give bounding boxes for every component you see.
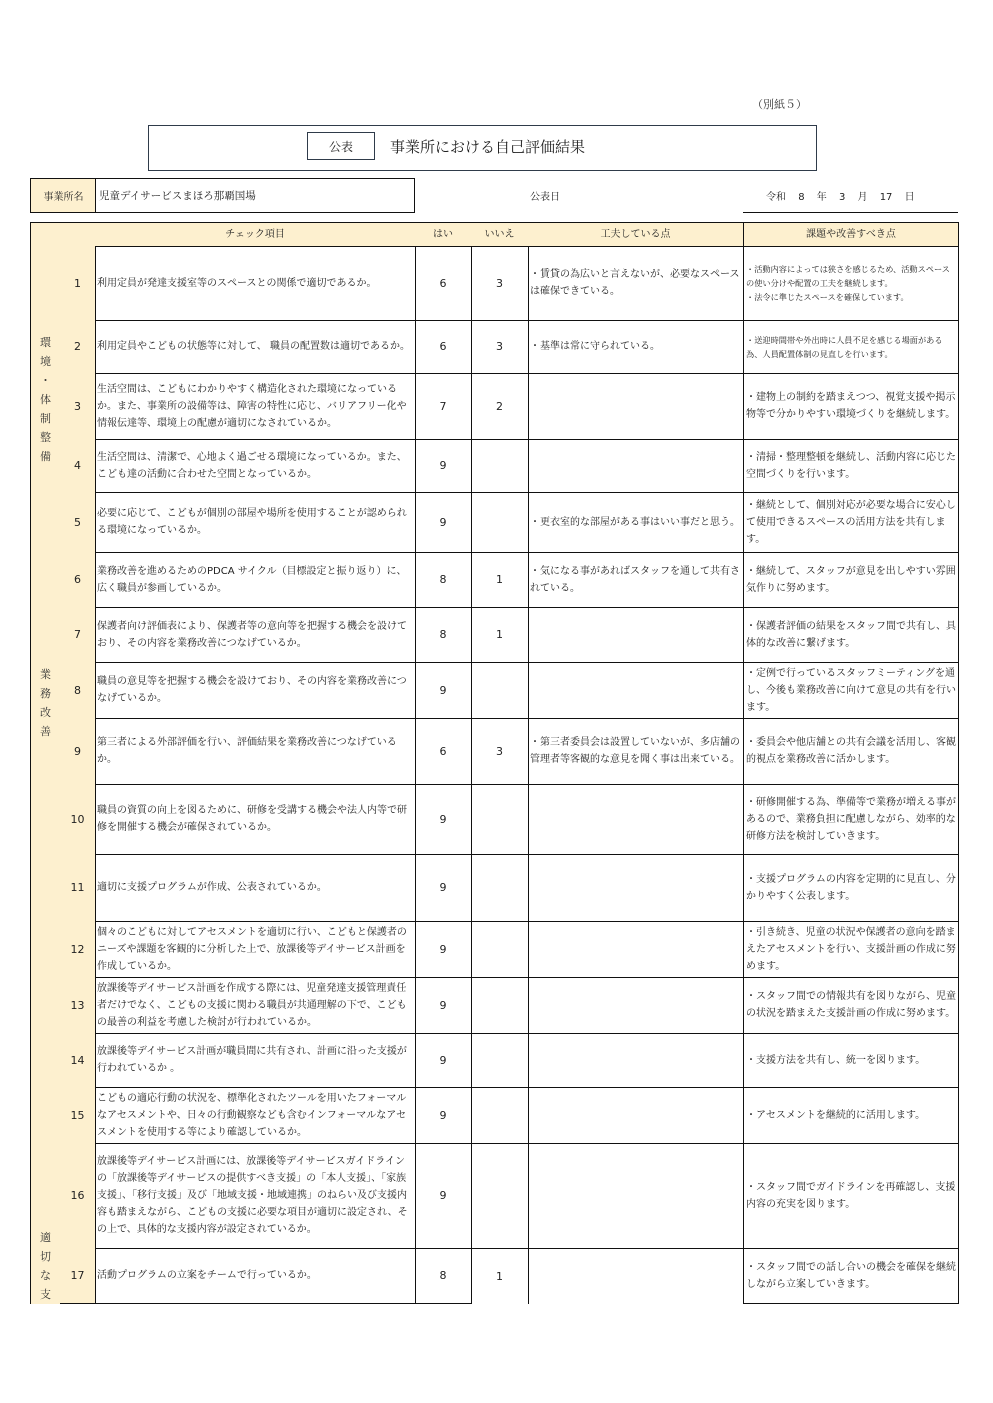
office-label: 事業所名 [30,178,96,213]
issues-text: ・委員会や他店舗との共有会議を活用し、客観的視点を業務改善に活かします。 [743,718,959,785]
row-number: 1 [60,246,96,321]
check-item-text: こどもの適応行動の状況を、標準化されたツールを用いたフォーマルなアセスメントや、日々の行動観察なども含むインフォーマルなアセスメントを使用する等により確認しているか。 [95,1087,416,1144]
row-number: 15 [60,1087,96,1144]
header-number [60,222,96,247]
efforts-text [528,607,744,663]
header-issues: 課題や改善すべき点 [743,222,959,247]
header-yes: はい [415,222,472,247]
issues-text: ・支援プログラムの内容を定期的に見直し、分かりやすく公表します。 [743,854,959,922]
efforts-text [528,1087,744,1144]
annex-label: （別紙５） [752,98,807,111]
yes-count: 9 [415,977,472,1034]
yes-count: 9 [415,1033,472,1088]
efforts-text: ・気になる事があればスタッフを通して共有されている。 [528,552,744,608]
check-item-text: 職員の資質の向上を図るために、研修を受講する機会や法人内等で研修を開催する機会が確保されているか。 [95,784,416,855]
efforts-text [528,977,744,1034]
issues-text: ・スタッフ間でガイドラインを再確認し、支援内容の充実を図ります。 [743,1143,959,1249]
date-day: 17 [879,192,893,203]
row-number: 3 [60,373,96,440]
efforts-text [528,921,744,978]
yes-count: 9 [415,1143,472,1249]
header-no: いいえ [471,222,529,247]
yes-count: 9 [415,784,472,855]
check-item-text: 放課後等デイサービス計画を作成する際には、児童発達支援管理責任者だけでなく、こどもの支援に関わる職員が共通理解の下で、こどもの最善の利益を考慮した検討が行われているか。 [95,977,416,1034]
check-item-text: 利用定員やこどもの状態等に対して、 職員の配置数は適切であるか。 [95,320,416,374]
efforts-text: ・第三者委員会は設置していないが、多店舗の管理者等客観的な意見を聞く事は出来ている。 [528,718,744,785]
header-efforts: 工夫している点 [528,222,744,247]
efforts-text [528,373,744,440]
yes-count: 6 [415,718,472,785]
row-number: 13 [60,977,96,1034]
date-era: 令和 [766,192,786,203]
no-count: 1 [471,1248,529,1304]
efforts-text [528,1033,744,1088]
category-char: 境 [40,354,51,368]
issues-text: ・引き続き、児童の状況や保護者の意向を踏まえたアセスメントを行い、支援計画の作成に努めます。 [743,921,959,978]
no-count: 3 [471,718,529,785]
check-item-text: 生活空間は、こどもにわかりやすく構造化された環境になっているか。また、事業所の設備等は、障害の特性に応じ、バリアフリー化や情報伝達等、環境上の配慮が適切になされているか。 [95,373,416,440]
issues-text: ・アセスメントを継続的に活用します。 [743,1087,959,1144]
row-number: 8 [60,662,96,719]
efforts-text [528,784,744,855]
efforts-text: ・賃貸の為広いと言えないが、必要なスペースは確保できている。 [528,246,744,321]
check-item-text: 利用定員が発達支援室等のスペースとの関係で適切であるか。 [95,246,416,321]
efforts-text [528,854,744,922]
issues-text: ・継続して、スタッフが意見を出しやすい雰囲気作りに努めます。 [743,552,959,608]
date-year: 8 [798,192,805,203]
no-count [471,1087,529,1144]
no-count [471,784,529,855]
yes-count: 6 [415,320,472,374]
no-count: 1 [471,552,529,608]
no-count [471,1033,529,1088]
yes-count: 9 [415,854,472,922]
issues-text: ・研修開催する為、準備等で業務が増える事があるので、業務負担に配慮しながら、効率的な研修方法を検討していきます。 [743,784,959,855]
header-category [30,222,61,247]
no-count [471,1143,529,1249]
header-check-item: チェック項目 [95,222,416,247]
check-item-text: 業務改善を進めるためのPDCA サイクル（目標設定と振り返り）に、広く職員が参画しているか。 [95,552,416,608]
no-count: 2 [471,373,529,440]
row-number: 7 [60,607,96,663]
page-title: 事業所における自己評価結果 [390,138,586,156]
efforts-text: ・更衣室的な部屋がある事はいい事だと思う。 [528,492,744,553]
row-number: 11 [60,854,96,922]
issues-text: ・保護者評価の結果をスタッフ間で共有し、具体的な改善に繋げます。 [743,607,959,663]
category-char: ・ [40,373,51,387]
category-cell [30,246,61,553]
issues-text: ・建物上の制約を踏まえつつ、視覚支援や掲示物等で分かりやすい環境づくりを継続します。 [743,373,959,440]
category-char: 制 [40,411,51,425]
yes-count: 8 [415,607,472,663]
yes-count: 9 [415,439,472,493]
efforts-text [528,439,744,493]
no-count [471,439,529,493]
efforts-text [528,662,744,719]
row-number: 2 [60,320,96,374]
office-name: 児童デイサービスまほろ那覇国場 [95,178,415,213]
no-count: 3 [471,320,529,374]
check-item-text: 生活空間は、清潔で、心地よく過ごせる環境になっているか。また、こども達の活動に合わせた空間となっているか。 [95,439,416,493]
publication-date [766,188,924,203]
category-cell [30,854,61,1304]
no-count: 1 [471,607,529,663]
check-item-text: 個々のこどもに対してアセスメントを適切に行い、こどもと保護者のニーズや課題を客観的に分析した上で、放課後等デイサービス計画を作成しているか。 [95,921,416,978]
category-char: 善 [40,725,51,738]
category-char: 支 [40,1288,51,1301]
category-char: 体 [40,392,51,406]
category-char: 切 [40,1250,51,1263]
category-char: 務 [40,687,51,700]
row-number: 10 [60,784,96,855]
category-char: な [40,1269,51,1282]
yes-count: 9 [415,921,472,978]
row-number: 9 [60,718,96,785]
date-day-unit: 日 [904,192,915,203]
yes-count: 9 [415,1087,472,1144]
date-month-unit: 月 [857,192,868,203]
row-number: 17 [60,1248,96,1304]
publication-date-label: 公表日 [530,192,560,203]
no-count [471,921,529,978]
no-count [471,977,529,1034]
issues-text: ・支援方法を共有し、統一を図ります。 [743,1033,959,1088]
issues-text: ・継続として、個別対応が必要な場合に安心して使用できるスペースの活用方法を共有します。 [743,492,959,553]
check-item-text: 放課後等デイサービス計画が職員間に共有され、計画に沿った支援が行われているか 。 [95,1033,416,1088]
category-char: 備 [40,449,51,463]
check-item-text: 第三者による外部評価を行い、評価結果を業務改善につなげているか。 [95,718,416,785]
check-item-text: 必要に応じて、こどもが個別の部屋や場所を使用することが認められる環境になっているか。 [95,492,416,553]
row-number: 6 [60,552,96,608]
date-month: 3 [838,192,846,203]
yes-count: 6 [415,246,472,321]
yes-count: 8 [415,552,472,608]
yes-count: 8 [415,1248,472,1304]
no-count [471,662,529,719]
check-item-text: 適切に支援プログラムが作成、公表されているか。 [95,854,416,922]
yes-count: 9 [415,492,472,553]
category-char: 改 [40,706,51,719]
yes-count: 7 [415,373,472,440]
row-number: 4 [60,439,96,493]
issues-text: ・定例で行っているスタッフミーティングを通し、今後も業務改善に向けて意見の共有を行います。 [743,662,959,719]
efforts-text [528,1143,744,1249]
check-item-text: 職員の意見等を把握する機会を設けており、その内容を業務改善につなげているか。 [95,662,416,719]
row-number: 14 [60,1033,96,1088]
row-number: 16 [60,1143,96,1249]
check-item-text: 保護者向け評価表により、保護者等の意向等を把握する機会を設けており、その内容を業務改善につなげているか。 [95,607,416,663]
category-cell [30,552,61,855]
category-char: 適 [40,1231,51,1244]
no-count: 3 [471,246,529,321]
no-count [471,492,529,553]
no-count [471,854,529,922]
issues-text: ・スタッフ間での話し合いの機会を確保を継続しながら立案していきます。 [743,1248,959,1304]
date-underline [743,212,958,213]
publication-tag: 公表 [307,132,375,160]
issues-text: ・清掃・整理整頓を継続し、活動内容に応じた空間づくりを行います。 [743,439,959,493]
category-char: 業 [40,668,51,681]
check-item-text: 放課後等デイサービス計画には、放課後等デイサービスガイドラインの「放課後等デイサービスの提供すべき支援」の「本人支援」、「家族支援」、「移行支援」及び「地域支援・地域連携」のねらい及び支援内容も踏まえながら、こどもの支援に必要な項目が適切に設定され、その上で、具体的な支援内容が設定されているか。 [95,1143,416,1249]
issues-text: ・スタッフ間での情報共有を図りながら、児童の状況を踏まえた支援計画の作成に努めます。 [743,977,959,1034]
row-number: 5 [60,492,96,553]
efforts-text: ・基準は常に守られている。 [528,320,744,374]
category-char: 整 [40,430,51,444]
issues-text: ・活動内容によっては狭さを感じるため、活動スペースの使い分けや配置の工夫を継続します。 ・法令に準じたスペースを確保しています。 [743,246,959,321]
issues-text: ・送迎時間帯や外出時に人員不足を感じる場面がある為、人員配置体制の見直しを行います。 [743,320,959,374]
category-char: 環 [40,335,51,349]
date-year-unit: 年 [816,192,827,203]
row-number: 12 [60,921,96,978]
check-item-text: 活動プログラムの立案をチームで行っているか。 [95,1248,416,1304]
yes-count: 9 [415,662,472,719]
efforts-text [528,1248,744,1304]
